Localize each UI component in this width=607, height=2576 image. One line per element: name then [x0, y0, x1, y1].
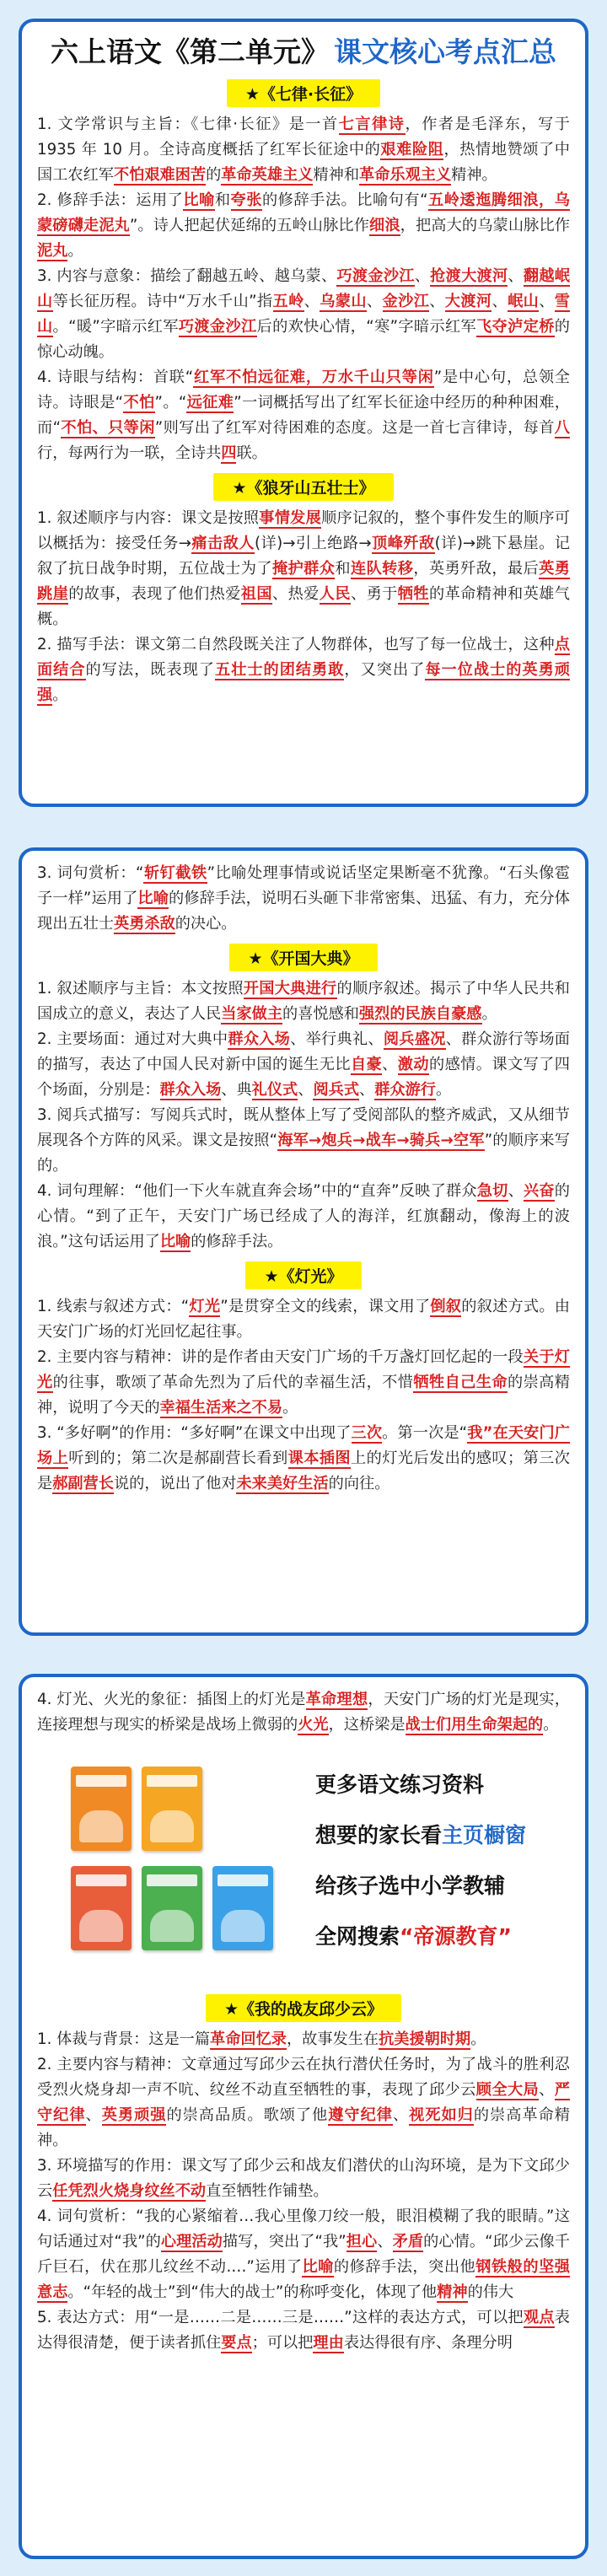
key-term: 担心	[346, 2233, 378, 2251]
key-term: 不怕	[123, 394, 155, 411]
key-term: 理由	[313, 2334, 344, 2352]
key-term: 五壮士的团结勇敢	[214, 661, 345, 679]
key-term: 火光	[298, 1716, 329, 1734]
point-item: 1. 叙述顺序与主旨：本文按照开国大典进行的顺序叙述。揭示了中华人民共和国成立的意义，表达了人民当家做主的喜悦感和强烈的民族自豪感。	[37, 980, 570, 1023]
promo-brand: “帝源教育”	[400, 1924, 512, 1949]
key-term: 比喻	[302, 2258, 334, 2276]
key-term: 关于灯光	[37, 1348, 570, 1391]
promo-link-showcase[interactable]: 主页橱窗	[442, 1823, 527, 1847]
book-cover	[71, 1767, 132, 1851]
key-term: 岷山	[508, 293, 540, 310]
key-term: 幸福生活来之不易	[159, 1399, 283, 1417]
point-item: 4. 词句理解：“他们一下火车就直奔会场”中的“直奔”反映了群众急切、兴奋的心情。“到了正午，天安门广场已经成了人的海洋，红旗翻动，像海上的波浪。”这句话运用了比喻的修辞手法。	[37, 1182, 570, 1250]
book-cover	[142, 1767, 202, 1851]
key-term: 群众入场	[159, 1081, 222, 1099]
key-term: 礼仪式	[251, 1081, 298, 1099]
key-term: 雪山	[37, 293, 570, 336]
point-item: 2. 主要场面：通过对大典中群众入场、举行典礼、阅兵盛况、群众游行等场面的描写，表达了中国人民对新中国的诞生无比自豪、激动的感情。课文写了四个场面，分别是：群众入场、典礼仪式、阅兵式、群众游行。	[37, 1030, 570, 1099]
key-term: 未来美好生活	[236, 1475, 329, 1492]
key-term: 英勇跳崖	[37, 560, 570, 603]
key-term: 英勇杀敌	[113, 915, 175, 933]
point-item: 1. 文学常识与主旨：《七律·长征》是一首七言律诗，作者是毛泽东，写于 1935 年 10 月。全诗高度概括了红军长征途中的艰难险阻，热情地赞颂了中国工农红军不怕艰难困苦的革命英雄主义精神和革命乐观主义精神。	[37, 116, 570, 184]
book-covers	[71, 1767, 273, 1977]
key-term: 比喻	[183, 191, 215, 209]
key-term: 巧渡金沙江	[336, 267, 415, 285]
key-term: 遵守纪律	[328, 2106, 393, 2124]
point-item: 3. 环境描写的作用：课文写了邱少云和战友们潜伏的山沟环境，是为下文邱少云任凭烈火烧身纹丝不动直至牺牲作铺垫。	[37, 2157, 570, 2200]
key-term: 激动	[397, 1056, 429, 1073]
key-term: 细浪	[369, 217, 400, 234]
key-term: 矛盾	[392, 2233, 424, 2251]
point-item: 2. 修辞手法：运用了比喻和夸张的修辞手法。比喻句有“五岭逶迤腾细浪，乌蒙磅礴走泥丸”。诗人把起伏延绵的五岭山脉比作细浪，把高大的乌蒙山脉比作泥丸。	[37, 191, 570, 260]
point-item: 4. 诗眼与结构：首联“红军不怕远征难，万水千山只等闲”是中心句，总领全诗。诗眼是“不怕”。“远征难”一词概括写出了红军长征途中经历的种种困难，而“不怕、只等闲”则写出了红军对待困难的态度。这是一首七言律诗，每首八行，每两行为一联，全诗共四联。	[37, 368, 570, 462]
key-term: 夸张	[230, 191, 262, 209]
key-term: 自豪	[350, 1056, 383, 1073]
key-term: 飞夺泸定桥	[476, 318, 555, 336]
section-dengguang	[37, 1261, 570, 1289]
key-term: 每一位战士的英勇顽强	[37, 661, 570, 704]
book-cover	[71, 1866, 132, 1950]
section-qilv-changzheng	[37, 79, 570, 107]
key-term: 顾全大局	[475, 2081, 540, 2099]
point-item: 1. 线索与叙述方式：“灯光”是贯穿全文的线索，课文用了倒叙的叙述方式。由天安门广场的灯光回忆起往事。	[37, 1298, 570, 1341]
card-3	[19, 1674, 588, 2559]
key-term: 战士们用生命架起的	[405, 1716, 544, 1734]
key-term: 心理活动	[160, 2233, 223, 2251]
key-term: 海军→炮兵→战车→骑兵→空军	[277, 1132, 485, 1149]
section-qiushaoyun	[37, 1994, 570, 2022]
key-term: 五岭逶迤腾细浪，乌蒙磅礴走泥丸	[37, 191, 570, 234]
promo-text: 全网搜索	[315, 1924, 400, 1949]
key-term: 斩钉截铁	[143, 864, 207, 882]
key-term: 七言律诗	[338, 116, 406, 133]
point-item: 1. 体裁与背景：这是一篇革命回忆录，故事发生在抗美援朝时期。	[37, 2030, 486, 2048]
promo-line-4	[315, 1912, 585, 1962]
key-term: 泥丸	[37, 242, 68, 260]
key-term: 远征难	[186, 394, 234, 411]
point-item: 2. 主要内容与精神：讲的是作者由天安门广场的千万盏灯回忆起的一段关于灯光的往事，歌颂了革命先烈为了后代的幸福生活，不惜牺牲自己生命的崇高精神，说明了今天的幸福生活来之不易。	[37, 1348, 570, 1417]
key-term: 群众游行	[374, 1081, 436, 1099]
key-term: 祖国	[240, 585, 272, 603]
key-term: 金沙江	[382, 293, 430, 310]
key-term: 连队转移	[350, 560, 414, 578]
point-item: 3. 阅兵式描写：写阅兵式时，既从整体上写了受阅部队的整齐威武，又从细节展现各个方阵的风采。课文是按照“海军→炮兵→战车→骑兵→空军”的顺序来写的。	[37, 1106, 570, 1175]
key-term: 革命理想	[305, 1691, 368, 1708]
key-term: 五岭	[272, 293, 304, 310]
key-term: 开国大典进行	[243, 980, 337, 998]
key-term: 精神	[437, 2283, 468, 2301]
key-term: 英勇顽强	[101, 2106, 167, 2124]
key-term: 牺牲自己生命	[413, 1374, 508, 1391]
key-term: 艰难险阻	[380, 141, 444, 159]
key-term: 钢铁般的坚强意志	[37, 2258, 570, 2301]
key-term: 比喻	[137, 890, 169, 907]
promo-line-1: 更多语文练习资料	[315, 1772, 485, 1797]
key-term: 倒叙	[430, 1298, 462, 1315]
key-term: 群众入场	[228, 1030, 291, 1048]
key-term: 翻越岷山	[37, 267, 570, 310]
key-term: 要点	[221, 2334, 252, 2352]
book-cover	[212, 1866, 273, 1950]
card-1	[19, 19, 588, 807]
key-term: 革命英雄主义	[221, 166, 314, 184]
key-term: 强烈的民族自豪感	[358, 1005, 482, 1023]
key-term: 比喻	[159, 1233, 191, 1250]
point-item: 4. 词句赏析：“我的心紧缩着…我心里像刀绞一般，眼泪模糊了我的眼睛。”这句话通过对“我”的心理活动描写，突出了“我”担心、矛盾的心情。“邱少云像千斤巨石，伏在那儿纹丝不动.…”运用了比喻的修辞手法，突出他钢铁般的坚强意志。“年轻的战士”到“伟大的战士”的称呼变化，体现了他精神的伟大	[37, 2208, 570, 2301]
key-term: 抢渡大渡河	[430, 267, 508, 285]
key-term: 痛击敌人	[191, 535, 255, 552]
key-term: 抗美援朝时期	[379, 2030, 471, 2048]
section-label: ★《七律·长征》	[227, 79, 380, 107]
key-term: 人民	[319, 585, 351, 603]
promo-block	[37, 1743, 570, 1987]
key-term: 观点	[523, 2309, 555, 2326]
point-item: 2. 主要内容与精神：文章通过写邱少云在执行潜伏任务时，为了战斗的胜利忍受烈火烧身却一声不吭、纹丝不动直至牺牲的事，表现了邱少云顾全大局、严守纪律、英勇顽强的崇高品质。歌颂了他遵守纪律、视死如归的崇高革命精神。	[37, 2056, 570, 2149]
key-term: 急切	[476, 1182, 508, 1200]
key-term: 巧渡金沙江	[178, 318, 257, 336]
section-kaiguodadian	[37, 944, 570, 971]
promo-line-2	[315, 1810, 585, 1861]
key-term: 四	[221, 444, 237, 462]
section-label: ★《开国大典》	[229, 944, 377, 971]
section-label: ★《狼牙山五壮士》	[213, 473, 393, 501]
point-item: 3. “多好啊”的作用：“多好啊”在课文中出现了三次。第一次是“我”在天安门广场上听到的；第二次是郝副营长看到课本插图上的灯光后发出的感叹；第三次是郝副营长说的，说出了他对未来美好生活的向往。	[37, 1424, 570, 1492]
section-langyashan	[37, 473, 570, 501]
key-term: 当家做主	[221, 1005, 283, 1023]
page-title	[37, 34, 570, 71]
key-term: 视死如归	[409, 2106, 474, 2124]
point-item: 2. 描写手法：课文第二自然段既关注了人物群体，也写了每一位战士，这种点面结合的写法，既表现了五壮士的团结勇敢，又突出了每一位战士的英勇顽强。	[37, 636, 570, 704]
point-item: 5. 表达方式：用“一是……二是……三是……”这样的表达方式，可以把观点表达得很清楚，便于读者抓住要点；可以把理由表达得很有序、条理分明	[37, 2309, 570, 2352]
key-term: 我”在天安门广场上	[37, 1424, 570, 1467]
key-term: 掩护群众	[271, 560, 336, 578]
section-label: ★《我的战友邱少云》	[206, 1994, 401, 2022]
key-term: 严守纪律	[37, 2081, 570, 2124]
key-term: 不怕艰难困苦	[113, 166, 207, 184]
promo-line-3: 给孩子选中小学教辅	[315, 1874, 506, 1898]
card-2	[19, 847, 588, 1636]
book-cover	[142, 1866, 202, 1950]
key-term: 八	[554, 419, 570, 437]
key-term: 阅兵盛况	[383, 1030, 446, 1048]
key-term: 乌蒙山	[320, 293, 367, 310]
key-term: 任凭烈火烧身纹丝不动	[52, 2182, 207, 2200]
title-part2: 课文核心考点汇总	[334, 35, 556, 68]
key-term: 课本插图	[287, 1449, 351, 1467]
point-item: 3. 词句赏析：“斩钉截铁”比喻处理事情或说话坚定果断毫不犹豫。“石头像雹子一样”运用了比喻的修辞手法，说明石头砸下非常密集、迅猛、有力，充分体现出五壮士英勇杀敌的决心。	[37, 864, 570, 933]
key-term: 郝副营长	[52, 1475, 114, 1492]
key-term: 兴奋	[523, 1182, 555, 1200]
key-term: 革命回忆录	[210, 2030, 287, 2048]
key-term: 红军不怕远征难，万水千山只等闲	[193, 368, 434, 386]
key-term: 不怕、只等闲	[61, 419, 155, 437]
point-item: 3. 内容与意象：描绘了翻越五岭、越乌蒙、巧渡金沙江、抢渡大渡河、翻越岷山等长征历程。诗中“万水千山”指五岭、乌蒙山、金沙江、大渡河、岷山、雪山。“暖”字暗示红军巧渡金沙江后的欢快心情，“寒”字暗示红军飞夺泸定桥的惊心动魄。	[37, 267, 570, 361]
key-term: 革命乐观主义	[359, 166, 452, 184]
key-term: 点面结合	[37, 636, 570, 679]
key-term: 阅兵式	[313, 1081, 360, 1099]
title-part1: 六上语文《第二单元》	[51, 35, 329, 68]
promo-text: 想要的家长看	[315, 1823, 443, 1847]
key-term: 牺牲	[397, 585, 429, 603]
key-term: 事情发展	[259, 509, 322, 527]
key-term: 顶峰歼敌	[371, 535, 435, 552]
section-label: ★《灯光》	[245, 1261, 361, 1289]
key-term: 大渡河	[444, 293, 492, 310]
point-item: 4. 灯光、火光的象征：插图上的灯光是革命理想，天安门广场的灯光是现实，连接理想与现实的桥梁是战场上微弱的火光，这桥梁是战士们用生命架起的。	[37, 1691, 570, 1734]
key-term: 灯光	[189, 1298, 221, 1315]
key-term: 三次	[351, 1424, 383, 1442]
point-item: 1. 叙述顺序与内容：课文是按照事情发展顺序记叙的，整个事件发生的顺序可以概括为：接受任务→痛击敌人(详)→引上绝路→顶峰歼敌(详)→跳下悬崖。记叙了抗日战争时期，五位战士为了掩护群众和连队转移，英勇歼敌，最后英勇跳崖的故事，表现了他们热爱祖国、热爱人民、勇于牺牲的革命精神和英雄气概。	[37, 509, 570, 628]
